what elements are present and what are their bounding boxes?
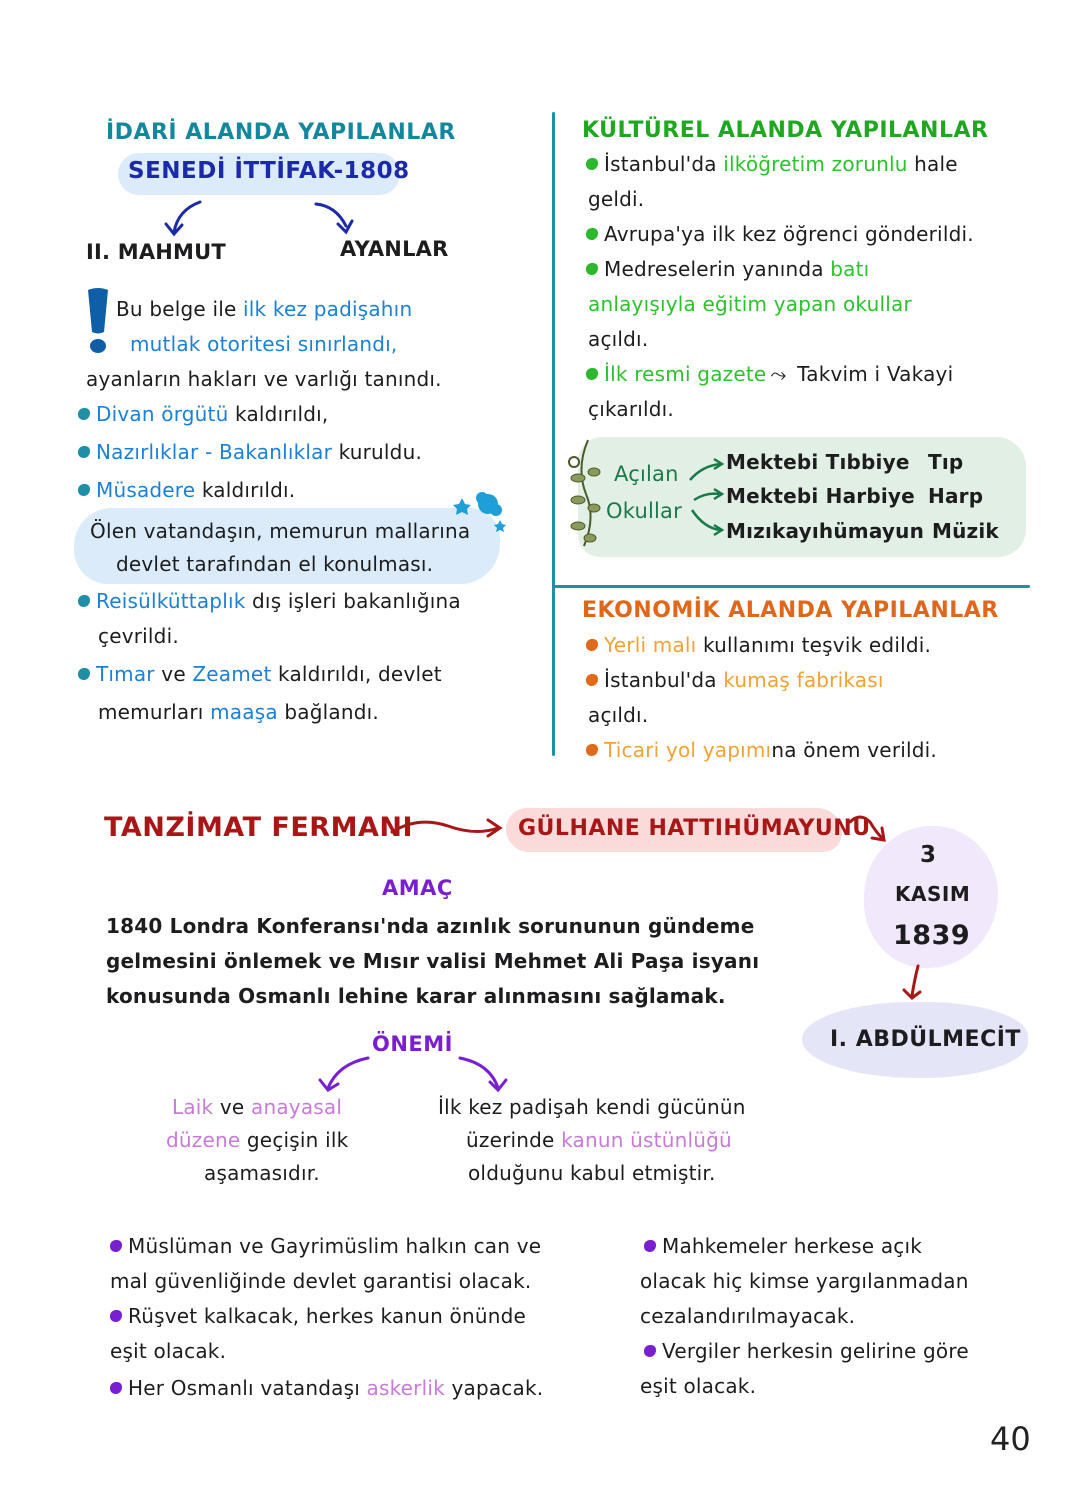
provision-rusvet-cont: eşit olacak.	[110, 1339, 227, 1363]
musadere-def-line2: devlet tarafından el konulması.	[116, 552, 434, 576]
squiggle-arrow-icon: ⤳	[770, 362, 787, 386]
kulturel-item-ilkogretim-cont: geldi.	[588, 187, 645, 211]
flower-bullet-icon	[586, 639, 598, 651]
flower-bullet-icon	[110, 1310, 122, 1322]
tanzimat-title: TANZİMAT FERMANI	[104, 812, 414, 843]
onemi-left-line3: aşamasıdır.	[204, 1161, 320, 1185]
tanzimat-arrow	[388, 812, 506, 846]
amac-title: AMAÇ	[382, 876, 453, 900]
senedi-ittifak-title: SENEDİ İTTİFAK-1808	[128, 158, 410, 184]
idari-item-nazirliklar: Nazırlıklar - Bakanlıklar kuruldu.	[78, 435, 422, 470]
schools-label-acilan: Açılan	[614, 462, 679, 486]
onemi-right-line1: İlk kez padişah kendi gücünün	[438, 1095, 746, 1119]
provision-rusvet: Rüşvet kalkacak, herkes kanun önünde	[110, 1299, 526, 1334]
flower-bullet-icon	[644, 1345, 656, 1357]
kulturel-item-ilkogretim: İstanbul'da ilköğretim zorunlu hale	[586, 147, 958, 182]
idari-item-reisulkuttaplik: Reisülküttaplık dış işleri bakanlığına	[78, 584, 461, 619]
schools-arrows	[686, 452, 730, 544]
date-month: KASIM	[895, 882, 971, 906]
idari-item-divan: Divan örgütü kaldırıldı,	[78, 397, 328, 432]
provision-vergi: Vergiler herkesin gelirine göre	[644, 1334, 969, 1369]
provision-vergi-cont: eşit olacak.	[640, 1374, 757, 1398]
flower-bullet-icon	[78, 484, 90, 496]
flower-bullet-icon	[586, 744, 598, 756]
provision-can-mal-cont: mal güvenliğinde devlet garantisi olacak.	[110, 1269, 532, 1293]
school-row-tibbiye: Mektebi Tıbbiye	[726, 450, 910, 474]
provision-can-mal: Müslüman ve Gayrimüslim halkın can ve	[110, 1229, 541, 1264]
school-row-mizika: Mızıkayıhümayun	[726, 519, 925, 543]
school-field-muzik: Müzik	[932, 519, 999, 543]
gulhane-title: GÜLHANE HATTIHÜMAYUNU	[518, 816, 871, 841]
page-number: 40	[990, 1420, 1031, 1458]
exclamation-icon	[84, 286, 112, 356]
idari-item-timar-cont: memurları maaşa bağlandı.	[98, 700, 379, 724]
kulturel-item-medrese-cont2: açıldı.	[588, 327, 649, 351]
ii-mahmut-label: II. MAHMUT	[86, 240, 226, 264]
sultan-name: I. ABDÜLMECİT	[830, 1027, 1021, 1052]
flower-bullet-icon	[586, 228, 598, 240]
school-row-harbiye: Mektebi Harbiye	[726, 484, 915, 508]
ayanlar-label: AYANLAR	[340, 237, 449, 261]
kulturel-item-gazete-cont: çıkarıldı.	[588, 397, 674, 421]
ekonomik-title: EKONOMİK ALANDA YAPILANLAR	[582, 598, 999, 623]
ekonomik-item-ticari: Ticari yol yapımına önem verildi.	[586, 733, 937, 768]
note-line3: ayanların hakları ve varlığı tanındı.	[86, 367, 442, 391]
flower-bullet-icon	[110, 1240, 122, 1252]
kulturel-item-medrese: Medreselerin yanında batı	[586, 252, 869, 287]
kulturel-item-medrese-cont: anlayışıyla eğitim yapan okullar	[588, 292, 912, 316]
onemi-right-line3: olduğunu kabul etmiştir.	[468, 1161, 716, 1185]
onemi-left-line1: Laik ve anayasal	[172, 1095, 343, 1119]
ekonomik-item-kumas: İstanbul'da kumaş fabrikası	[586, 663, 884, 698]
flower-bullet-icon	[586, 263, 598, 275]
curved-arrow-icon	[846, 812, 890, 846]
flower-bullet-icon	[586, 368, 598, 380]
down-arrow-icon	[900, 964, 930, 1004]
note-line2: mutlak otoritesi sınırlandı,	[130, 332, 398, 356]
school-field-harp: Harp	[928, 484, 984, 508]
vine-decoration-icon	[566, 438, 602, 550]
schools-label-okullar: Okullar	[606, 499, 682, 523]
date-day: 3	[920, 842, 937, 868]
flower-bullet-icon	[78, 408, 90, 420]
provision-mahkeme-cont: olacak hiç kimse yargılanmadan	[640, 1269, 969, 1293]
flower-bullet-icon	[586, 674, 598, 686]
ekonomik-item-kumas-cont: açıldı.	[588, 703, 649, 727]
vertical-divider	[552, 112, 555, 756]
school-field-tip: Tıp	[928, 450, 964, 474]
musadere-def-line1: Ölen vatandaşın, memurun mallarına	[90, 519, 471, 543]
provision-askerlik: Her Osmanlı vatandaşı askerlik yapacak.	[110, 1371, 543, 1406]
onemi-title: ÖNEMİ	[372, 1032, 453, 1056]
kulturel-item-gazete: İlk resmi gazete ⤳ Takvim i Vakayi	[586, 357, 953, 392]
flower-bullet-icon	[644, 1240, 656, 1252]
idari-title: İDARİ ALANDA YAPILANLAR	[106, 120, 456, 145]
provision-mahkeme: Mahkemeler herkese açık	[644, 1229, 922, 1264]
date-year: 1839	[893, 920, 971, 951]
provision-mahkeme-cont2: cezalandırılmayacak.	[640, 1304, 856, 1328]
ekonomik-item-yerli: Yerli malı kullanımı teşvik edildi.	[586, 628, 931, 663]
flower-bullet-icon	[78, 446, 90, 458]
kulturel-item-avrupa: Avrupa'ya ilk kez öğrenci gönderildi.	[586, 217, 974, 252]
amac-line1: 1840 Londra Konferansı'nda azınlık sorununun gündeme	[106, 914, 755, 938]
idari-item-reisulkuttaplik-cont: çevrildi.	[98, 624, 179, 648]
flower-bullet-icon	[110, 1382, 122, 1394]
onemi-right-line2: üzerinde kanun üstünlüğü	[466, 1128, 732, 1152]
idari-item-musadere: Müsadere kaldırıldı.	[78, 473, 295, 508]
amac-line2: gelmesini önlemek ve Mısır valisi Mehmet Ali Paşa isyanı	[106, 949, 760, 973]
note-line1: Bu belge ile ilk kez padişahın	[116, 297, 413, 321]
horizontal-divider	[553, 585, 1030, 588]
flower-bullet-icon	[78, 595, 90, 607]
flower-bullet-icon	[586, 158, 598, 170]
amac-line3: konusunda Osmanlı lehine karar alınmasını sağlamak.	[106, 984, 726, 1008]
flower-bullet-icon	[78, 668, 90, 680]
onemi-left-line2: düzene geçişin ilk	[166, 1128, 349, 1152]
idari-item-timar: Tımar ve Zeamet kaldırıldı, devlet	[78, 657, 442, 692]
kulturel-title: KÜLTÜREL ALANDA YAPILANLAR	[582, 118, 989, 143]
